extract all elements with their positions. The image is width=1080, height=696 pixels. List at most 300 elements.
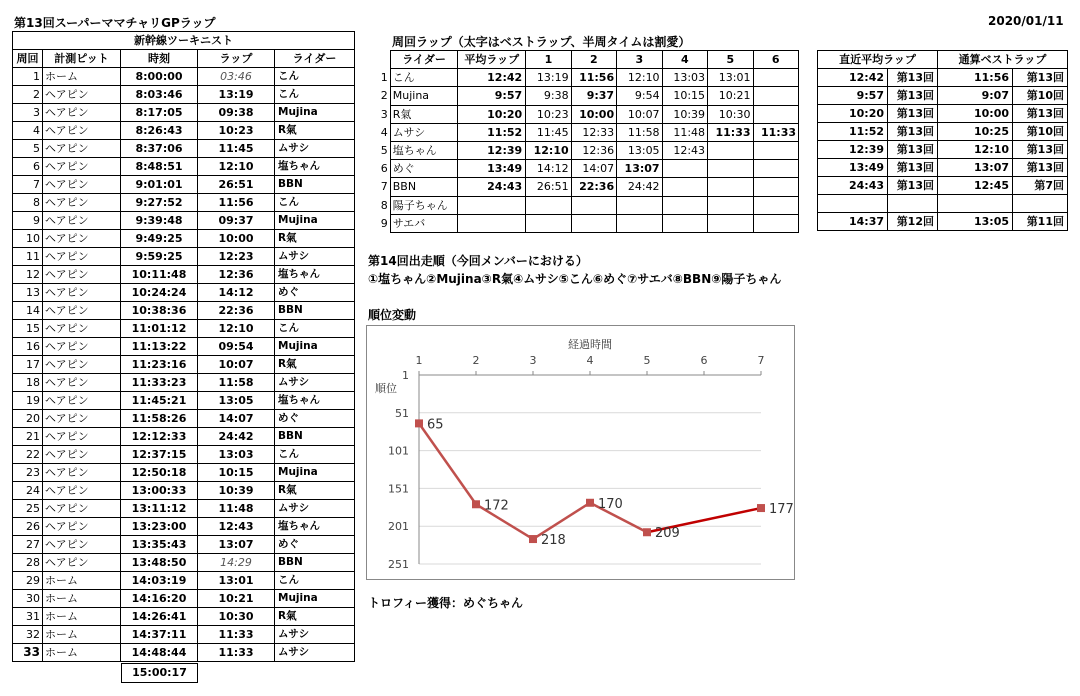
table-row [13, 86, 355, 104]
best-lap: 13:05 [938, 213, 1013, 231]
lap-number: 20 [13, 410, 43, 428]
detail-col-header: 5 [708, 51, 753, 69]
rider-name: BBN [275, 302, 355, 320]
rider-name: ムサシ [275, 626, 355, 644]
table-row [13, 518, 355, 536]
lap-time: 11:33 [198, 644, 275, 662]
data-point [586, 499, 594, 507]
pit-name: ホーム [43, 68, 121, 86]
lap-time: 12:43 [198, 518, 275, 536]
lap-number: 13 [13, 284, 43, 302]
table-row [818, 141, 1068, 159]
best-lap-header: 通算ベストラップ [938, 51, 1068, 69]
recent-avg [818, 195, 888, 213]
recent-avg: 24:43 [818, 177, 888, 195]
lap-number: 32 [13, 626, 43, 644]
rider-index: 4 [366, 123, 390, 141]
lap-cell: 10:07 [617, 105, 662, 123]
lap-cell: 9:37 [571, 87, 616, 105]
clock-time: 9:39:48 [121, 212, 198, 230]
recent-round: 第13回 [888, 177, 938, 195]
lap-number: 33 [13, 644, 43, 662]
lap-time: 12:23 [198, 248, 275, 266]
pit-name: ヘアピン [43, 446, 121, 464]
detail-col-header: ライダー [390, 51, 458, 69]
best-lap: 12:10 [938, 141, 1013, 159]
lap-time: 11:33 [198, 626, 275, 644]
lap-number: 29 [13, 572, 43, 590]
clock-time: 8:00:00 [121, 68, 198, 86]
data-label: 209 [655, 526, 680, 542]
lap-cell [753, 105, 799, 123]
table-row [818, 123, 1068, 141]
rider-name: Mujina [275, 464, 355, 482]
lap-cell: 11:56 [571, 69, 616, 87]
rider-name: BBN [275, 428, 355, 446]
lap-cell: 12:10 [617, 69, 662, 87]
rider-name: Mujina [275, 212, 355, 230]
rider-name: ムサシ [275, 140, 355, 158]
clock-time: 10:24:24 [121, 284, 198, 302]
lap-number: 28 [13, 554, 43, 572]
rank-chart-svg [367, 326, 794, 579]
best-lap: 12:45 [938, 177, 1013, 195]
rider-name: ムサシ [275, 374, 355, 392]
clock-time: 14:26:41 [121, 608, 198, 626]
lap-number: 9 [13, 212, 43, 230]
clock-time: 12:12:33 [121, 428, 198, 446]
rider-name: こん [275, 86, 355, 104]
rider-name: BBN [275, 176, 355, 194]
rider-name: めぐ [390, 160, 458, 178]
avg-lap: 13:49 [458, 160, 526, 178]
rider-name: R氣 [275, 482, 355, 500]
lap-cell: 24:42 [617, 178, 662, 196]
recent-avg: 12:39 [818, 141, 888, 159]
lap-time: 03:46 [198, 68, 275, 86]
table-row [13, 536, 355, 554]
table-row [13, 446, 355, 464]
lap-time: 10:30 [198, 608, 275, 626]
team-name: 新幹線ツーキニスト [13, 32, 355, 50]
recent-avg: 12:42 [818, 69, 888, 87]
best-lap: 10:25 [938, 123, 1013, 141]
recent-round: 第13回 [888, 69, 938, 87]
lap-cell [753, 178, 799, 196]
recent-avg: 9:57 [818, 87, 888, 105]
recent-round: 第13回 [888, 123, 938, 141]
lap-cell: 12:43 [662, 141, 707, 159]
rider-name: ムサシ [275, 248, 355, 266]
table-row [13, 374, 355, 392]
lap-number: 16 [13, 338, 43, 356]
clock-time: 8:17:05 [121, 104, 198, 122]
y-tick-label: 51 [395, 406, 409, 420]
table-row [366, 160, 799, 178]
lap-cell: 9:38 [526, 87, 571, 105]
best-lap: 13:07 [938, 159, 1013, 177]
lap-time: 13:01 [198, 572, 275, 590]
clock-time: 13:11:12 [121, 500, 198, 518]
rider-name: こん [275, 446, 355, 464]
table-row [13, 284, 355, 302]
best-round [1013, 195, 1068, 213]
table-row [366, 69, 799, 87]
lap-cell: 10:15 [662, 87, 707, 105]
lap-number: 14 [13, 302, 43, 320]
table-row [13, 266, 355, 284]
lap-cell [526, 214, 571, 232]
recent-avg: 11:52 [818, 123, 888, 141]
best-round: 第10回 [1013, 87, 1068, 105]
table-row [13, 590, 355, 608]
table-row [13, 104, 355, 122]
lap-time: 09:38 [198, 104, 275, 122]
table-row [13, 320, 355, 338]
clock-time: 13:00:33 [121, 482, 198, 500]
recent-round: 第13回 [888, 87, 938, 105]
clock-time: 12:37:15 [121, 446, 198, 464]
rider-name: めぐ [275, 410, 355, 428]
table-row [13, 158, 355, 176]
clock-time: 11:58:26 [121, 410, 198, 428]
pit-name: ヘアピン [43, 104, 121, 122]
pit-name: ヘアピン [43, 122, 121, 140]
avg-lap [458, 196, 526, 214]
avg-lap: 9:57 [458, 87, 526, 105]
rider-name: 陽子ちゃん [390, 196, 458, 214]
clock-time: 14:37:11 [121, 626, 198, 644]
table-row [13, 428, 355, 446]
clock-time: 11:33:23 [121, 374, 198, 392]
pit-name: ヘアピン [43, 338, 121, 356]
lap-cell: 11:33 [708, 123, 753, 141]
lap-time: 26:51 [198, 176, 275, 194]
recent-avg: 10:20 [818, 105, 888, 123]
clock-time: 11:23:16 [121, 356, 198, 374]
rider-name: BBN [390, 178, 458, 196]
lap-cell [708, 214, 753, 232]
lap-number: 7 [13, 176, 43, 194]
lap-cell: 13:07 [617, 160, 662, 178]
recent-round: 第13回 [888, 105, 938, 123]
x-tick-label: 1 [415, 354, 423, 367]
rider-name: 塩ちゃん [390, 141, 458, 159]
best-lap: 9:07 [938, 87, 1013, 105]
lap-col-header: 計測ピット [43, 50, 121, 68]
clock-time: 10:11:48 [121, 266, 198, 284]
rider-index: 6 [366, 160, 390, 178]
lap-number: 27 [13, 536, 43, 554]
rider-name: 塩ちゃん [275, 158, 355, 176]
rider-name: こん [275, 68, 355, 86]
table-row [13, 176, 355, 194]
lap-cell: 13:05 [617, 141, 662, 159]
x-tick-label: 3 [529, 354, 537, 367]
rider-index: 9 [366, 214, 390, 232]
lap-number: 18 [13, 374, 43, 392]
table-row [13, 392, 355, 410]
clock-time: 11:01:12 [121, 320, 198, 338]
next-order-heading: 第14回出走順（今回メンバーにおける） [368, 254, 588, 268]
data-point [757, 504, 765, 512]
y-tick-label: 1 [402, 369, 409, 382]
lap-number: 17 [13, 356, 43, 374]
best-round: 第10回 [1013, 123, 1068, 141]
lap-time: 10:07 [198, 356, 275, 374]
clock-time: 11:13:22 [121, 338, 198, 356]
rider-index: 1 [366, 69, 390, 87]
lap-col-header: 時刻 [121, 50, 198, 68]
pit-name: ヘアピン [43, 212, 121, 230]
recent-round: 第13回 [888, 141, 938, 159]
rider-index: 5 [366, 141, 390, 159]
lap-cell: 10:23 [526, 105, 571, 123]
lap-col-header: 周回 [13, 50, 43, 68]
x-tick-label: 7 [757, 354, 765, 367]
rider-name: サエバ [390, 214, 458, 232]
best-round: 第7回 [1013, 177, 1068, 195]
table-row [13, 194, 355, 212]
lap-time: 12:10 [198, 158, 275, 176]
lap-cell: 11:58 [617, 123, 662, 141]
x-axis-title: 経過時間 [568, 338, 612, 351]
pit-name: ホーム [43, 572, 121, 590]
lap-number: 30 [13, 590, 43, 608]
lap-time: 14:07 [198, 410, 275, 428]
best-round: 第13回 [1013, 141, 1068, 159]
detail-col-header: 1 [526, 51, 571, 69]
data-label: 172 [484, 498, 509, 514]
lap-cell [662, 214, 707, 232]
data-label: 65 [427, 417, 444, 433]
pit-name: ヘアピン [43, 482, 121, 500]
y-tick-label: 251 [388, 558, 409, 571]
table-row [818, 159, 1068, 177]
pit-name: ヘアピン [43, 320, 121, 338]
pit-name: ホーム [43, 644, 121, 662]
pit-name: ヘアピン [43, 500, 121, 518]
rider-name: 塩ちゃん [275, 266, 355, 284]
page-title: 第13回スーパーママチャリGPラップ [14, 16, 216, 30]
pit-name: ヘアピン [43, 248, 121, 266]
rider-name: R氣 [275, 356, 355, 374]
lap-number: 25 [13, 500, 43, 518]
data-label: 218 [541, 533, 566, 549]
detail-col-header: 4 [662, 51, 707, 69]
rider-name: ムサシ [275, 644, 355, 662]
rider-name: Mujina [275, 338, 355, 356]
lap-time: 14:12 [198, 284, 275, 302]
rider-index: 8 [366, 196, 390, 214]
pit-name: ヘアピン [43, 176, 121, 194]
rider-name: Mujina [275, 590, 355, 608]
table-row [366, 141, 799, 159]
rider-index: 7 [366, 178, 390, 196]
lap-time: 11:45 [198, 140, 275, 158]
rider-name: 塩ちゃん [275, 392, 355, 410]
table-row [13, 338, 355, 356]
lap-col-header: ラップ [198, 50, 275, 68]
index-header [366, 51, 390, 69]
pit-name: ヘアピン [43, 536, 121, 554]
pit-name: ヘアピン [43, 464, 121, 482]
finish-time: 15:00:17 [121, 663, 198, 683]
lap-cell [753, 141, 799, 159]
table-row [13, 140, 355, 158]
lap-cell: 11:33 [753, 123, 799, 141]
lap-cell [753, 196, 799, 214]
lap-time: 10:21 [198, 590, 275, 608]
y-tick-label: 151 [388, 482, 409, 496]
y-axis-title: 順位 [375, 382, 397, 395]
rider-name: こん [275, 194, 355, 212]
lap-time: 13:19 [198, 86, 275, 104]
lap-number: 26 [13, 518, 43, 536]
lap-number: 31 [13, 608, 43, 626]
table-row [366, 178, 799, 196]
best-round: 第13回 [1013, 69, 1068, 87]
table-row [818, 213, 1068, 231]
rider-name: Mujina [275, 104, 355, 122]
lap-cell [617, 196, 662, 214]
lap-cell: 9:54 [617, 87, 662, 105]
table-row [818, 69, 1068, 87]
clock-time: 12:50:18 [121, 464, 198, 482]
recent-avg-header: 直近平均ラップ [818, 51, 938, 69]
pit-name: ヘアピン [43, 230, 121, 248]
table-row [366, 123, 799, 141]
lap-cell [571, 196, 616, 214]
clock-time: 13:35:43 [121, 536, 198, 554]
lap-cell [753, 160, 799, 178]
avg-lap: 12:42 [458, 69, 526, 87]
lap-time: 10:23 [198, 122, 275, 140]
best-round: 第11回 [1013, 213, 1068, 231]
lap-time: 12:36 [198, 266, 275, 284]
avg-lap: 11:52 [458, 123, 526, 141]
lap-number: 8 [13, 194, 43, 212]
lap-time: 10:00 [198, 230, 275, 248]
lap-cell [662, 196, 707, 214]
best-lap: 10:00 [938, 105, 1013, 123]
pit-name: ヘアピン [43, 302, 121, 320]
table-row [13, 248, 355, 266]
table-row [13, 464, 355, 482]
lap-cell: 10:39 [662, 105, 707, 123]
table-row [818, 87, 1068, 105]
table-row [13, 626, 355, 644]
pit-name: ヘアピン [43, 554, 121, 572]
table-row [13, 356, 355, 374]
lap-number: 3 [13, 104, 43, 122]
lap-cell: 10:00 [571, 105, 616, 123]
table-row [13, 500, 355, 518]
lap-cell: 10:30 [708, 105, 753, 123]
lap-cell [662, 178, 707, 196]
lap-number: 23 [13, 464, 43, 482]
lap-cell: 12:10 [526, 141, 571, 159]
clock-time: 10:38:36 [121, 302, 198, 320]
x-tick-label: 2 [472, 354, 480, 367]
pit-name: ホーム [43, 590, 121, 608]
detail-col-header: 平均ラップ [458, 51, 526, 69]
clock-time: 13:48:50 [121, 554, 198, 572]
lap-number: 11 [13, 248, 43, 266]
clock-time: 8:48:51 [121, 158, 198, 176]
rider-name: ムサシ [390, 123, 458, 141]
table-row [13, 482, 355, 500]
lap-cell: 13:01 [708, 69, 753, 87]
best-round: 第13回 [1013, 159, 1068, 177]
pit-name: ヘアピン [43, 284, 121, 302]
recent-avg: 13:49 [818, 159, 888, 177]
rider-name: こん [275, 320, 355, 338]
table-row [366, 105, 799, 123]
table-row [818, 177, 1068, 195]
lap-cell [617, 214, 662, 232]
clock-time: 8:03:46 [121, 86, 198, 104]
avg-lap: 10:20 [458, 105, 526, 123]
recent-avg: 14:37 [818, 213, 888, 231]
avg-lap: 12:39 [458, 141, 526, 159]
clock-time: 13:23:00 [121, 518, 198, 536]
lap-cell: 14:07 [571, 160, 616, 178]
lap-number: 5 [13, 140, 43, 158]
best-lap [938, 195, 1013, 213]
lap-cell: 12:36 [571, 141, 616, 159]
lap-cell [753, 69, 799, 87]
y-tick-label: 101 [388, 444, 409, 458]
lap-cell [708, 196, 753, 214]
clock-time: 9:01:01 [121, 176, 198, 194]
lap-time: 11:48 [198, 500, 275, 518]
clock-time: 14:03:19 [121, 572, 198, 590]
avg-lap [458, 214, 526, 232]
lap-number: 6 [13, 158, 43, 176]
table-row [13, 644, 355, 662]
pit-name: ヘアピン [43, 158, 121, 176]
pit-name: ヘアピン [43, 266, 121, 284]
pit-name: ヘアピン [43, 392, 121, 410]
detail-col-header: 6 [753, 51, 799, 69]
trophy-text: トロフィー獲得：めぐちゃん [368, 596, 524, 610]
clock-time: 8:26:43 [121, 122, 198, 140]
clock-time: 14:48:44 [121, 644, 198, 662]
lap-cell [753, 214, 799, 232]
lap-time: 10:39 [198, 482, 275, 500]
lap-cell [662, 160, 707, 178]
lap-number: 2 [13, 86, 43, 104]
rider-name: R氣 [275, 122, 355, 140]
clock-time: 9:49:25 [121, 230, 198, 248]
lap-time: 13:03 [198, 446, 275, 464]
data-label: 177 [769, 502, 794, 518]
table-row [818, 105, 1068, 123]
lap-cell: 11:48 [662, 123, 707, 141]
lap-number: 19 [13, 392, 43, 410]
data-point [415, 419, 423, 427]
lap-time: 10:15 [198, 464, 275, 482]
table-row [13, 302, 355, 320]
rider-name: R氣 [275, 230, 355, 248]
lap-time: 24:42 [198, 428, 275, 446]
rider-name: 塩ちゃん [275, 518, 355, 536]
lap-cell [753, 87, 799, 105]
clock-time: 14:16:20 [121, 590, 198, 608]
lap-number: 12 [13, 266, 43, 284]
detail-col-header: 2 [571, 51, 616, 69]
